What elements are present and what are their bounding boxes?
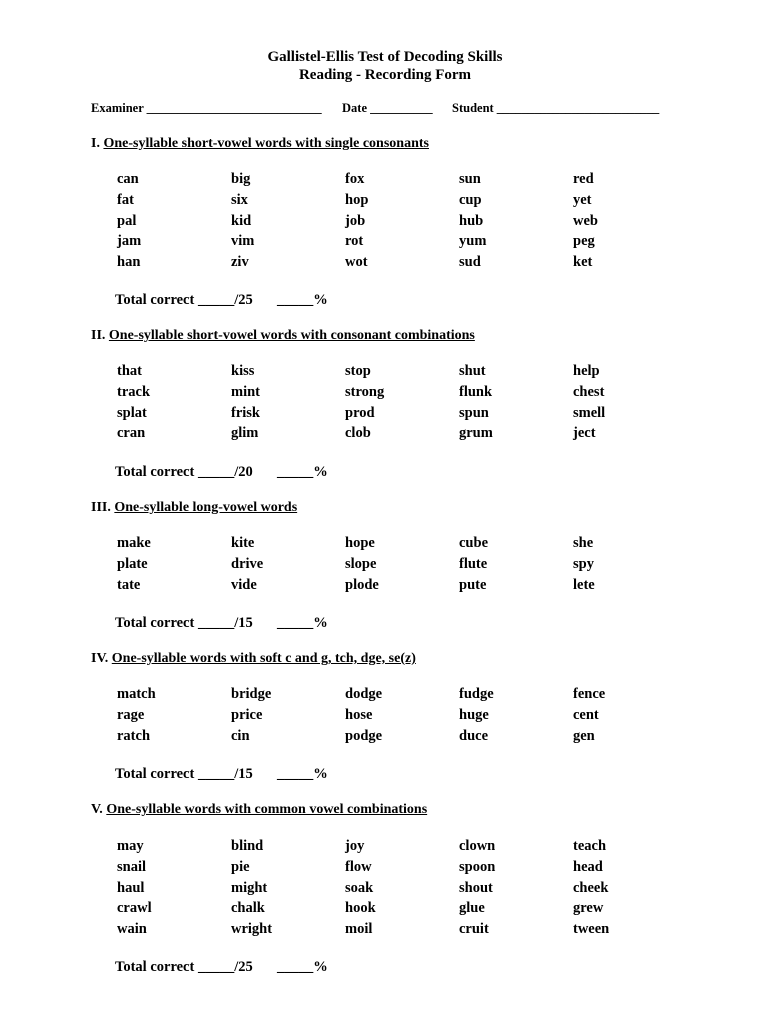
total-correct-field[interactable]: Total correct _____/20 [115, 464, 253, 480]
test-word: jam [117, 233, 142, 250]
total-correct-field[interactable]: Total correct _____/25 [115, 292, 253, 308]
test-word: wright [231, 921, 273, 937]
test-word: peg [573, 233, 595, 250]
test-word: cheek [573, 879, 609, 896]
section-title: One-syllable words with soft c and g, tch, dge, se(z) [111, 651, 416, 666]
test-word: can [117, 171, 139, 187]
test-word: six [231, 191, 248, 208]
test-word: big [231, 171, 251, 187]
total-correct-field[interactable]: Total correct _____/15 [115, 615, 253, 631]
test-word: frisk [231, 404, 260, 421]
test-word: grew [573, 900, 604, 917]
section-numeral: IV. [91, 651, 109, 666]
test-word: grum [459, 425, 493, 442]
test-word: pute [459, 576, 487, 593]
test-word: cran [117, 425, 146, 442]
test-word: dodge [345, 686, 383, 702]
test-word: podge [345, 727, 383, 744]
test-word: sun [459, 171, 481, 187]
test-word: fat [117, 191, 134, 208]
test-word: cube [459, 535, 488, 551]
test-word: glue [459, 900, 485, 917]
section-heading [91, 500, 297, 516]
test-word: ket [573, 254, 593, 270]
test-word: huge [459, 706, 489, 723]
student-field[interactable]: Student __________________________ [452, 101, 660, 115]
test-word: cruit [459, 921, 489, 937]
test-word: spy [573, 555, 594, 572]
test-word: job [345, 212, 366, 229]
test-word: chalk [231, 900, 265, 917]
test-word: cup [459, 191, 482, 208]
test-word: teach [573, 838, 607, 854]
test-word: clob [345, 425, 371, 442]
test-word: glim [231, 425, 259, 442]
test-word: that [117, 363, 142, 379]
test-word: fudge [459, 686, 494, 702]
test-word: snail [117, 858, 147, 875]
test-word: flow [345, 858, 372, 875]
test-word: hop [345, 191, 369, 208]
test-word: vide [231, 576, 257, 593]
section-heading [91, 328, 475, 344]
total-correct-field[interactable]: Total correct _____/15 [115, 766, 253, 782]
test-word: yet [573, 191, 592, 208]
test-word: wot [345, 254, 368, 270]
test-word: flute [459, 555, 488, 572]
test-word: yum [459, 233, 487, 250]
test-word: match [117, 686, 156, 702]
test-word: wain [117, 921, 147, 937]
test-word: kid [231, 212, 252, 229]
section-title: One-syllable words with common vowel combinations [106, 802, 428, 817]
section-title: One-syllable short-vowel words with consonant combinations [108, 328, 475, 343]
test-word: plate [117, 555, 148, 572]
test-word: hose [345, 706, 373, 723]
date-field[interactable]: Date __________ [342, 101, 433, 115]
test-word: hope [345, 535, 375, 551]
test-word: may [117, 838, 144, 854]
section-heading [91, 802, 427, 818]
test-word: ject [573, 425, 596, 442]
test-word: hub [459, 212, 484, 229]
test-word: lete [573, 576, 595, 593]
test-word: prod [345, 404, 375, 421]
test-word: haul [117, 879, 145, 896]
percent-field[interactable]: _____% [277, 766, 328, 782]
test-word: ratch [117, 727, 151, 744]
test-word: rage [117, 706, 145, 723]
test-word: red [573, 171, 594, 187]
percent-field[interactable]: _____% [277, 292, 328, 308]
total-correct-field[interactable]: Total correct _____/25 [115, 959, 253, 975]
form-title: Gallistel-Ellis Test of Decoding Skills [267, 49, 503, 65]
test-word: spoon [459, 858, 496, 875]
section-numeral: II. [91, 328, 106, 343]
test-word: pie [231, 858, 250, 875]
test-word: shout [459, 879, 493, 896]
section-numeral: V. [91, 802, 103, 817]
test-word: soak [345, 879, 374, 896]
test-word: moil [345, 921, 373, 937]
test-word: joy [345, 838, 365, 854]
test-word: slope [345, 555, 377, 572]
test-word: fence [573, 686, 606, 702]
test-word: hook [345, 900, 376, 917]
test-word: help [573, 363, 600, 379]
section-title: One-syllable short-vowel words with single consonants [103, 136, 429, 151]
section-numeral: I. [91, 136, 100, 151]
test-word: chest [573, 383, 605, 400]
section-heading [91, 651, 416, 667]
test-word: track [117, 383, 151, 400]
test-word: strong [345, 383, 385, 400]
test-word: pal [117, 212, 137, 229]
percent-field[interactable]: _____% [277, 464, 328, 480]
test-word: cent [573, 706, 599, 723]
test-word: splat [117, 404, 147, 421]
test-word: might [231, 879, 268, 896]
test-word: head [573, 858, 603, 875]
test-word: clown [459, 838, 496, 854]
test-word: tate [117, 576, 141, 593]
test-word: web [573, 212, 598, 229]
test-word: kiss [231, 363, 255, 379]
test-word: make [117, 535, 151, 551]
percent-field[interactable]: _____% [277, 959, 328, 975]
percent-field[interactable]: _____% [277, 615, 328, 631]
test-word: sud [459, 254, 481, 270]
section-title: One-syllable long-vowel words [114, 500, 298, 515]
test-word: vim [231, 233, 255, 250]
test-word: tween [573, 921, 610, 937]
section-numeral: III. [91, 500, 111, 515]
test-word: cin [231, 727, 250, 744]
test-word: bridge [231, 686, 272, 702]
test-word: crawl [117, 900, 152, 917]
test-word: drive [231, 555, 264, 572]
test-word: rot [345, 233, 364, 250]
test-word: kite [231, 535, 255, 551]
test-word: spun [459, 404, 489, 421]
test-word: flunk [459, 383, 493, 400]
test-word: mint [231, 383, 260, 400]
test-word: han [117, 254, 141, 270]
test-word: ziv [231, 254, 249, 270]
section-heading [91, 136, 429, 152]
test-word: fox [345, 171, 365, 187]
test-word: shut [459, 363, 486, 379]
test-word: she [573, 535, 594, 551]
test-word: stop [345, 363, 371, 379]
test-word: price [231, 706, 263, 723]
test-word: gen [573, 727, 595, 744]
form-subtitle: Reading - Recording Form [298, 67, 472, 83]
examiner-field[interactable]: Examiner ____________________________ [91, 101, 322, 115]
test-word: duce [459, 727, 488, 744]
test-word: plode [345, 576, 379, 593]
test-word: blind [231, 838, 264, 854]
test-word: smell [573, 404, 606, 421]
